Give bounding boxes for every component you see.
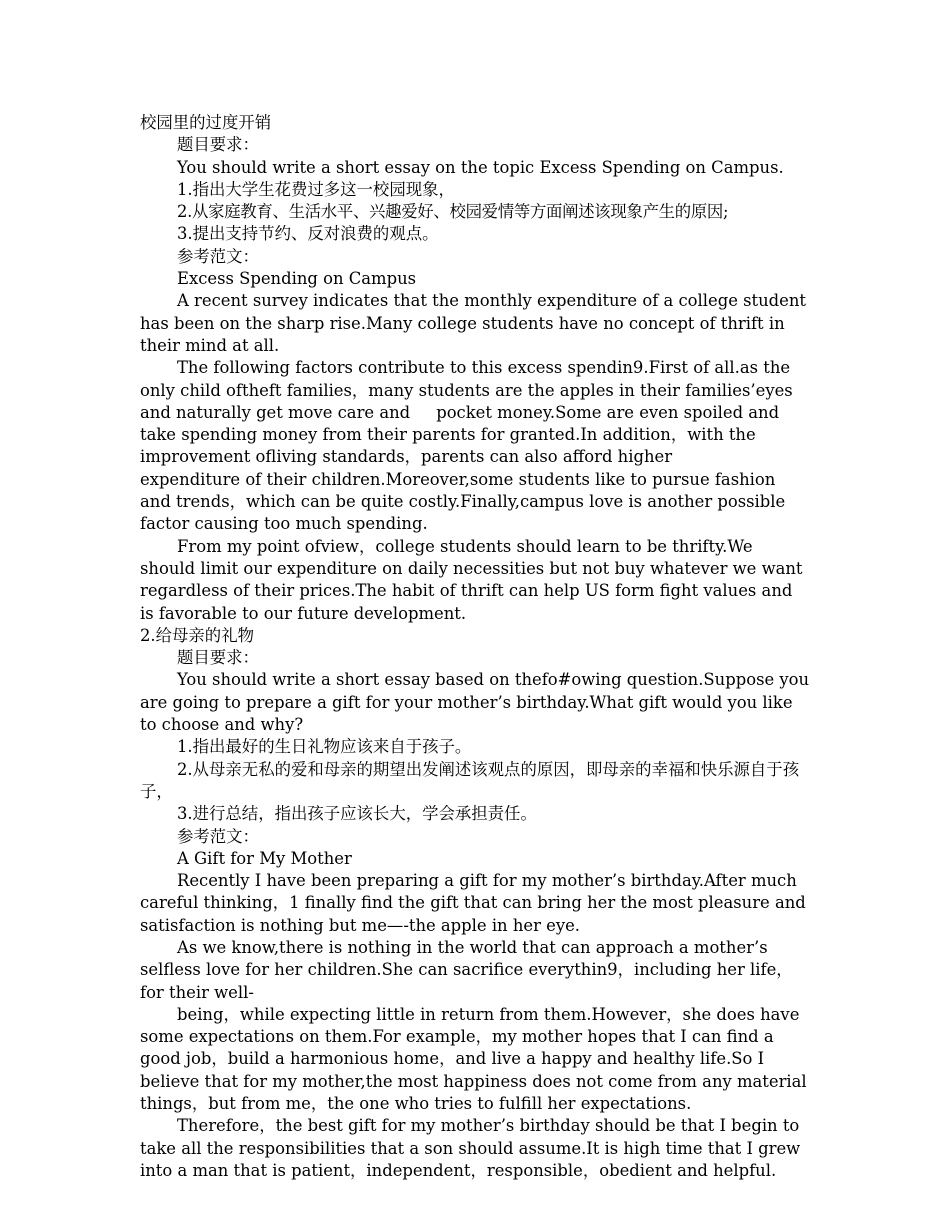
section-1-paragraph: From my point ofview，college students should learn to be thrifty.We should limit our expenditure on daily necessities but not buy whatever we want regardless of their prices.The habit of thrift can help US form fight values and is favorable to our future development. bbox=[140, 536, 803, 623]
section-1-paragraph: A recent survey indicates that the monthly expenditure of a college student has been on the sharp rise.Many college students have no concept of thrift in their mind at all. bbox=[140, 291, 806, 355]
section-2-paragraph: Recently I have been preparing a gift for my mother’s birthday.After much careful thinking，1 finally find the gift that can bring her the most pleasure and satisfaction is nothing but me—-the apple in her eye. bbox=[140, 871, 806, 935]
section-2-paragraph: Therefore，the best gift for my mother’s birthday should be that I begin to take all the responsibilities that a son should assume.It is high time that I grew into a man that is patient，independent，responsible，obedient and helpful. bbox=[140, 1116, 801, 1180]
section-2-point: 2.从母亲无私的爱和母亲的期望出发阐述该观点的原因，即母亲的幸福和快乐源自于孩子， bbox=[140, 759, 800, 801]
section-2-essay-title: A Gift for My Mother bbox=[177, 848, 352, 868]
section-2-paragraph: being，while expecting little in return from them.However，she does have some expectations on them.For example，my mother hopes that I can find a good job，build a harmonious home，and live a happy and healthy life.So I believe that for my mother,the most happiness does not come from any material things，but from me，the one who tries to fulfill her expectations. bbox=[140, 1004, 807, 1114]
section-1-title: 校园里的过度开销 bbox=[140, 113, 272, 132]
section-2-prompt: You should write a short essay based on thefo#owing question.Suppose you are going to prepare a gift for your mother’s birthday.What gift would you like to choose and why? bbox=[140, 670, 810, 735]
section-1-prompt: You should write a short essay on the topic Excess Spending on Campus. bbox=[177, 157, 784, 177]
section-2-sample-label: 参考范文： bbox=[177, 826, 259, 846]
section-1-point: 3.提出支持节约、反对浪费的观点。 bbox=[177, 224, 439, 244]
section-1-essay-title: Excess Spending on Campus bbox=[177, 269, 417, 289]
section-1-requirement-label: 题目要求： bbox=[177, 135, 259, 155]
section-2-paragraph: As we know,there is nothing in the world that can approach a mother’s selfless love for her children.She can sacrifice everythin9，including her life，for their well- bbox=[140, 937, 793, 1002]
section-2-title: 2.给母亲的礼物 bbox=[140, 625, 254, 645]
section-1-paragraph: The following factors contribute to this excess spendin9.First of all.as the only child oftheft families，many students are the apples in their families’eyes and naturally get move care and pocket money.Some are even spoiled and take spending money from their parents for granted.In addition，with the improvement ofliving standards，parents can also afford higher expenditure of their children.Moreover,some students like to pursue fashion and trends，which can be quite costly.Finally,campus love is another possible factor causing too much spending. bbox=[140, 358, 798, 534]
section-2-point: 3.进行总结，指出孩子应该长大，学会承担责任。 bbox=[177, 804, 537, 824]
section-2-requirement-label: 题目要求： bbox=[177, 648, 259, 668]
section-1-point: 1.指出大学生花费过多这一校园现象， bbox=[177, 179, 455, 199]
document-body bbox=[140, 112, 810, 1182]
section-1-sample-label: 参考范文： bbox=[177, 246, 259, 266]
section-2-point: 1.指出最好的生日礼物应该来自于孩子。 bbox=[177, 737, 472, 757]
section-1-point: 2.从家庭教育、生活水平、兴趣爱好、校园爱情等方面阐述该现象产生的原因; bbox=[177, 202, 729, 222]
